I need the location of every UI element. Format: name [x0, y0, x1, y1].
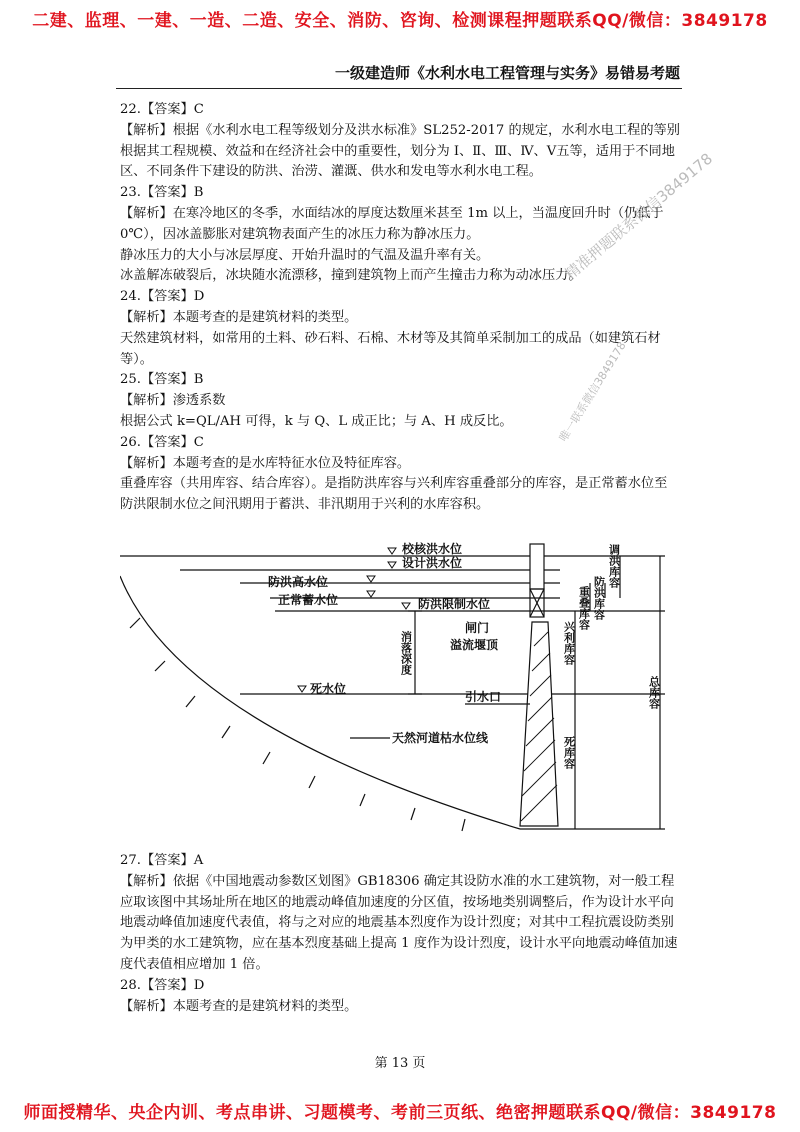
analysis-line: 天然建筑材料，如常用的土料、砂石料、石棉、木材等及其简单采制加工的成品（如建筑石材等）。 [120, 330, 661, 367]
analysis-line: 【解析】本题考查的是建筑材料的类型。 [120, 998, 358, 1014]
label-flood-limit: 防洪限制水位 [418, 597, 491, 611]
answer-line: 27.【答案】A [120, 853, 204, 868]
label-normal-pool: 正常蓄水位 [278, 593, 339, 607]
reservoir-bank [120, 576, 520, 829]
label-flood-cap: 防洪库容 [592, 576, 606, 620]
label-check-flood: 校核洪水位 [402, 542, 463, 556]
analysis-line: 重叠库容（共用库容、结合库容）。是指防洪库容与兴利库容重叠部分的库容，是正常蓄水位至防洪限制水位之间汛期用于蓄洪、非汛期用于兴利的水库容积。 [120, 476, 668, 513]
answer-line: 28.【答案】D [120, 977, 205, 993]
analysis-line: 【解析】依据《中国地震动参数区划图》GB18306 确定其设防水准的水工建筑物，对一般工程应取该图中其场址所在地区的地震动峰值加速度的分区值，按场地类别调整后，作为设计水平向地震动峰值加速度代表值，将与之对应的地震基本烈度作为设计烈度；对其中工程抗震设防类别为甲类的水工建筑物，应在基本烈度基础上提高 1 度作为设计烈度，设计水平向地震动峰值加速度代表值相应增加 1 倍。 [120, 873, 678, 972]
answer-line: 25.【答案】B [120, 372, 204, 388]
analysis-line: 【解析】渗透系数 [120, 393, 226, 409]
analysis-line: 静冰压力的大小与冰层厚度、开始升温时的气温及温升率有关。 [120, 247, 490, 263]
analysis-line: 【解析】在寒冷地区的冬季，水面结冰的厚度达数厘米甚至 1m 以上，当温度回升时（仍低于 0℃），因冰盖膨胀对建筑物表面产生的冰压力称为静冰压力。 [120, 205, 664, 242]
label-dead-cap: 死库容 [562, 736, 576, 769]
weir-body [520, 622, 558, 826]
label-river-low: 天然河道枯水位线 [392, 731, 489, 745]
page-number: 第 13 页 [374, 1056, 426, 1071]
answer-line: 22.【答案】C [120, 102, 204, 117]
label-active-cap: 兴利库容 [562, 621, 576, 665]
label-overlap-cap: 重叠库容 [577, 586, 591, 630]
label-dead-level: 死水位 [310, 682, 347, 696]
answer-line: 26.【答案】C [120, 434, 204, 450]
analysis-line: 【解析】根据《水利水电工程等级划分及洪水标准》SL252-2017 的规定，水利水电工程的等别根据其工程规模、效益和在经济社会中的重要性，划分为 Ⅰ、Ⅱ、Ⅲ、Ⅳ、Ⅴ五等，适用于不同地区、不同条件下建设的防洪、治涝、灌溉、供水和发电等水利水电工程。 [120, 122, 680, 180]
dam-crest-pier [530, 544, 544, 589]
label-weir-top: 溢流堰顶 [450, 638, 499, 652]
analysis-line: 【解析】本题考查的是建筑材料的类型。 [120, 309, 358, 325]
header-title: 一级建造师《水利水电工程管理与实务》易错易考题 [334, 64, 680, 82]
level-marker [367, 591, 375, 597]
level-marker [298, 686, 306, 692]
bottom-banner: 师面授精华、央企内训、考点串讲、习题模考、考前三页纸、绝密押题联系QQ/微信：3849178 [23, 1103, 777, 1123]
label-flood-high: 防洪高水位 [268, 575, 329, 589]
analysis-line: 根据公式 k=QL/AH 可得，k 与 Q、L 成正比；与 A、H 成反比。 [120, 413, 513, 429]
reservoir-water-level-diagram [120, 536, 685, 846]
label-surcharge-cap: 调洪库容 [607, 544, 621, 588]
level-marker [367, 576, 375, 582]
top-banner: 二建、监理、一建、一造、二造、安全、消防、咨询、检测课程押题联系QQ/微信：3849178 [32, 11, 768, 31]
level-marker [388, 562, 396, 568]
label-drawdown: 消落深度 [399, 631, 413, 675]
label-gate: 闸门 [465, 621, 490, 635]
analysis-line: 【解析】本题考查的是水库特征水位及特征库容。 [120, 455, 411, 471]
answer-line: 24.【答案】D [120, 289, 205, 305]
label-design-flood: 设计洪水位 [402, 556, 463, 570]
level-marker [388, 548, 396, 554]
header-rule [116, 88, 682, 89]
label-total-cap: 总库容 [647, 676, 661, 709]
analysis-line: 冰盖解冻破裂后，冰块随水流漂移，撞到建筑物上而产生撞击力称为动冰压力。 [120, 268, 582, 284]
watermark: 精准押题联系微信3849178 [561, 149, 716, 284]
answers-block-1 [120, 100, 680, 516]
label-intake: 引水口 [465, 690, 502, 704]
answer-line: 23.【答案】B [120, 185, 204, 201]
answers-block-2 [120, 851, 680, 1017]
level-marker [402, 603, 410, 609]
watermark: 唯一联系微信3849178 [556, 339, 629, 444]
